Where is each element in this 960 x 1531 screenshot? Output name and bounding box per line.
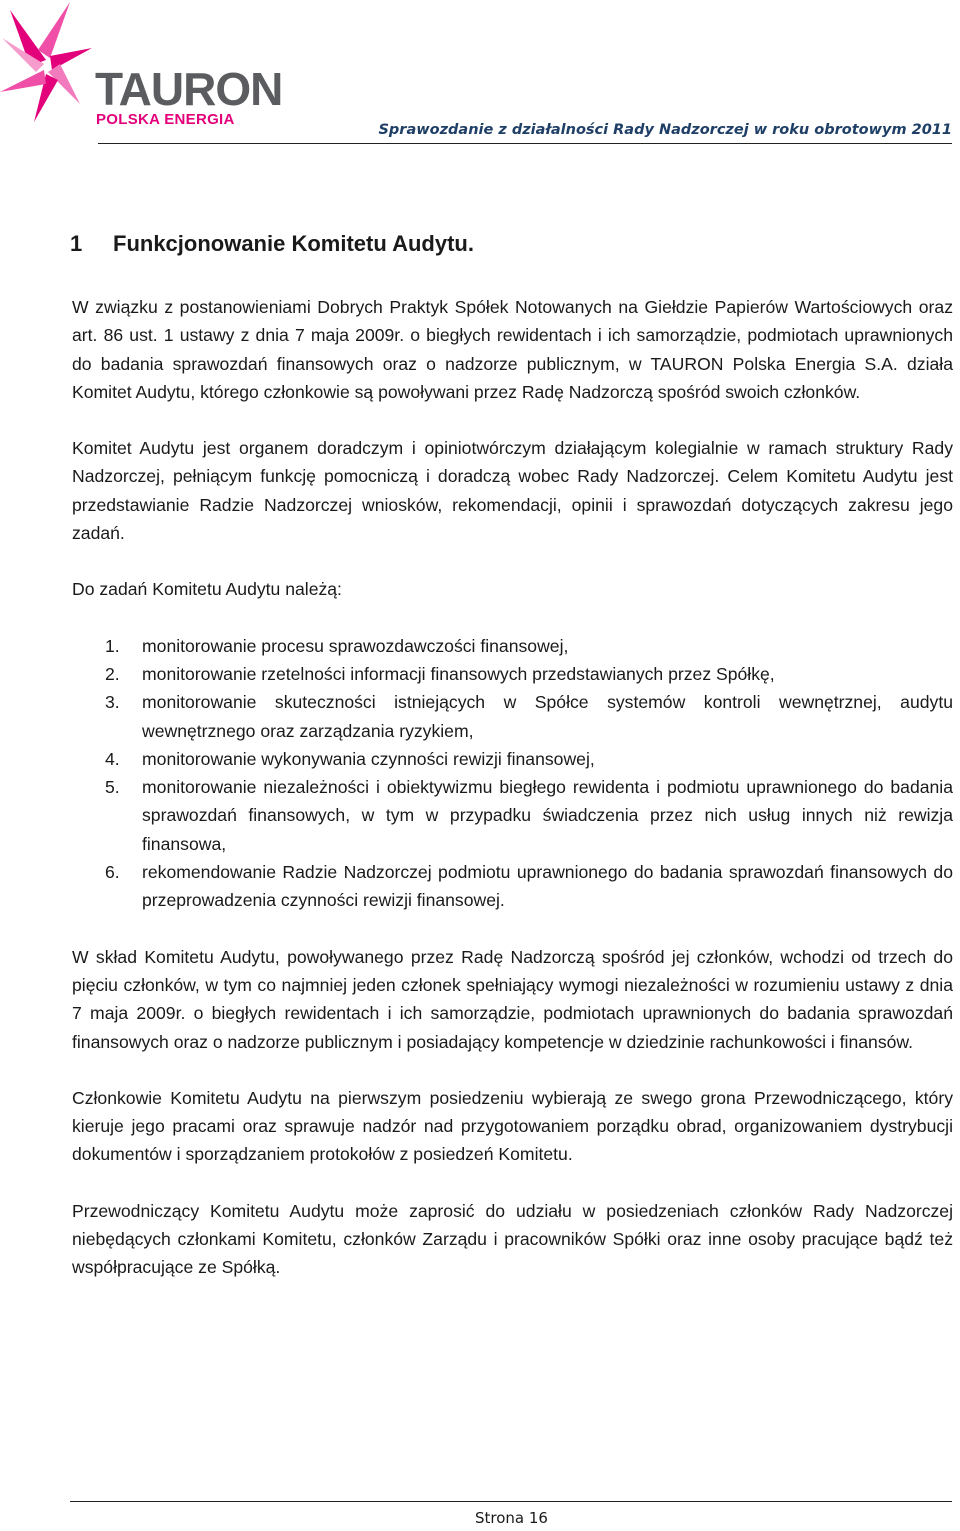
list-item-number: 3.: [105, 692, 120, 713]
tasks-list: [72, 632, 953, 915]
list-item: [72, 773, 953, 858]
list-item-text: monitorowanie wykonywania czynności rewizji finansowej,: [142, 748, 595, 769]
document-body: [72, 229, 953, 1310]
list-item-text: monitorowanie niezależności i obiektywizmu biegłego rewidenta i podmiotu uprawnionego do badania sprawozdań finansowych, w tym w przypadku świadczenia przez nich usług innych niż rewizja finansowa,: [142, 777, 953, 854]
section-number: 1: [70, 231, 83, 256]
list-item-number: 5.: [105, 777, 120, 798]
list-item: [72, 660, 953, 688]
logo-wordmark: TAURON: [95, 63, 283, 115]
footer-divider: [70, 1501, 952, 1502]
list-item: [72, 858, 953, 915]
list-item-number: 2.: [105, 663, 120, 684]
paragraph-committee-composition: W skład Komitetu Audytu, powoływanego przez Radę Nadzorczą spośród jej członków, wchodzi od trzech do pięciu członków, w tym co najmniej jeden członek spełniający wymogi niezależności w rozumieniu ustawy z dnia 7 maja 2009r. o biegłych rewidentach i ich samorządzie, podmiotach uprawnionych do badania sprawozdań finansowych oraz o nadzorze publicznym i posiadający kompetencje w dziedzinie rachunkowości i finansów.: [72, 946, 953, 1052]
report-header-title: Sprawozdanie z działalności Rady Nadzorczej w roku obrotowym 2011: [378, 122, 952, 138]
company-logo: [0, 0, 283, 135]
header-divider: [98, 143, 952, 144]
section-heading: [70, 229, 953, 259]
list-item-number: 6.: [105, 862, 120, 883]
list-item-text: monitorowanie procesu sprawozdawczości finansowej,: [142, 635, 569, 656]
paragraph-chairman-election: Członkowie Komitetu Audytu na pierwszym posiedzeniu wybierają ze swego grona Przewodniczącego, który kieruje jego pracami oraz sprawuje nadzór nad przygotowaniem porządku obrad, organizowaniem dystrybucji dokumentów i sporządzaniem protokołów z posiedzeń Komitetu.: [72, 1087, 953, 1165]
list-item: [72, 632, 953, 660]
page-number: Strona 16: [475, 1509, 548, 1527]
logo-subtitle: POLSKA ENERGIA: [96, 111, 235, 128]
list-item-text: monitorowanie skuteczności istniejących w Spółce systemów kontroli wewnętrznej, audytu wewnętrznego oraz zarządzania ryzykiem,: [142, 692, 953, 741]
list-item-text: monitorowanie rzetelności informacji finansowych przedstawianych przez Spółkę,: [142, 663, 775, 684]
list-item: [72, 745, 953, 773]
tauron-star-icon: [0, 0, 95, 125]
section-title: Funkcjonowanie Komitetu Audytu.: [113, 231, 474, 256]
paragraph-committee-role: Komitet Audytu jest organem doradczym i opiniotwórczym działającym kolegialnie w ramach struktury Rady Nadzorczej, pełniącym funkcję pomocniczą i doradczą wobec Rady Nadzorczej. Celem Komitetu Audytu jest przedstawianie Radzie Nadzorczej wniosków, rekomendacji, opinii i sprawozdań dotyczących zakresu jego zadań.: [72, 438, 953, 544]
list-item-text: rekomendowanie Radzie Nadzorczej podmiotu uprawnionego do badania sprawozdań finansowych do przeprowadzenia czynności rewizji finansowej.: [142, 862, 953, 911]
list-item-number: 4.: [105, 748, 120, 769]
list-item: [72, 688, 953, 745]
paragraph-tasks-intro: Do zadań Komitetu Audytu należą:: [72, 579, 342, 600]
list-item-number: 1.: [105, 635, 120, 656]
paragraph-meeting-invitations: Przewodniczący Komitetu Audytu może zaprosić do udziału w posiedzeniach członków Rady Nadzorczej niebędących członkami Komitetu, członków Zarządu i pracowników Spółki oraz inne osoby pracujące bądź też współpracujące ze Spółką.: [72, 1200, 953, 1278]
paragraph-legal-basis: W związku z postanowieniami Dobrych Praktyk Spółek Notowanych na Giełdzie Papierów Wartościowych oraz art. 86 ust. 1 ustawy z dnia 7 maja 2009r. o biegłych rewidentach i ich samorządzie, podmiotach uprawnionych do badania sprawozdań finansowych oraz o nadzorze publicznym, w TAURON Polska Energia S.A. działa Komitet Audytu, którego członkowie są powoływani przez Radę Nadzorczą spośród swoich członków.: [72, 297, 953, 402]
